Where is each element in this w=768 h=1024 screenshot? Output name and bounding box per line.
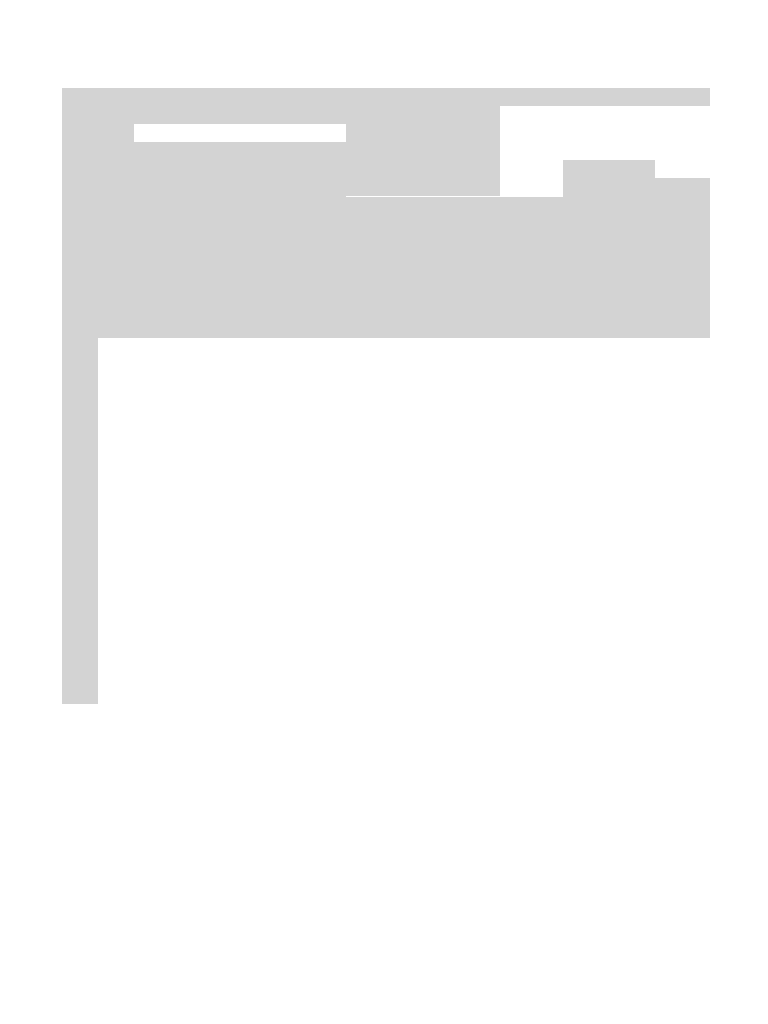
nro-orden-header: [62, 197, 98, 338]
